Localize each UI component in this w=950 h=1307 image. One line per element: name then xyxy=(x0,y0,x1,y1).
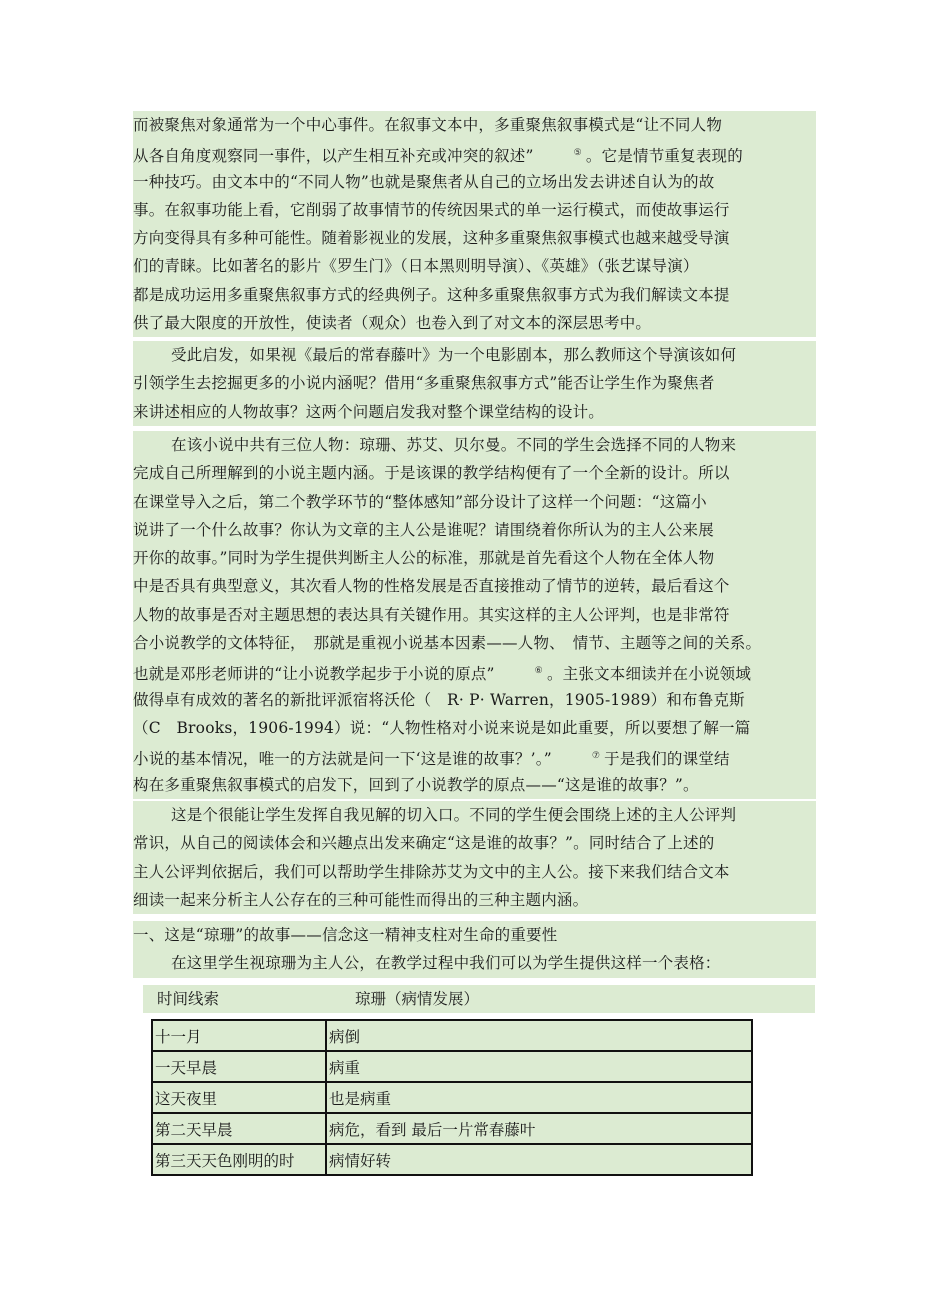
text-line: 事。在叙事功能上看，它削弱了故事情节的传统因果式的单一运行模式，而使故事运行 xyxy=(133,200,730,219)
table-cell-condition: 病重 xyxy=(326,1051,752,1082)
text-line: 都是成功运用多重聚焦叙事方式的经典例子。这种多重聚焦叙事方式为我们解读文本提 xyxy=(133,285,730,304)
text-line: 方向变得具有多种可能性。随着影视业的发展，这种多重聚焦叙事模式也越来越受导演 xyxy=(133,229,730,248)
text-line: （C Brooks，1906-1994）说：“人物性格对小说来说是如此重要，所以要想了解一篇 xyxy=(133,718,751,737)
paragraph-2 xyxy=(133,341,816,426)
table-header-time: 时间线索 xyxy=(157,990,220,1008)
table-row xyxy=(152,1144,752,1175)
table-header-row xyxy=(143,985,815,1013)
text-segment: 。它是情节重复表现的 xyxy=(585,147,743,166)
table-row xyxy=(152,1113,752,1144)
table-cell-time: 第二天早晨 xyxy=(152,1113,326,1144)
table-cell-time: 一天早晨 xyxy=(152,1051,326,1082)
table-cell-condition: 病倒 xyxy=(326,1020,752,1051)
text-line: 常识，从自己的阅读体会和兴趣点出发来确定“这是谁的故事？”。同时结合了上述的 xyxy=(133,834,715,853)
table-intro: 在这里学生视琼珊为主人公，在教学过程中我们可以为学生提供这样一个表格： xyxy=(171,954,721,973)
table-row xyxy=(152,1020,752,1051)
footnote-marker[interactable]: ⑥ xyxy=(534,666,543,677)
table-cell-time: 第三天天色刚明的时 xyxy=(152,1144,326,1175)
text-line: 细读一起来分析主人公存在的三种可能性而得出的三种主题内涵。 xyxy=(133,890,589,909)
table-cell-condition: 病情好转 xyxy=(326,1144,752,1175)
text-line: 来讲述相应的人物故事？这两个问题启发我对整个课堂结构的设计。 xyxy=(133,402,605,421)
timeline-table xyxy=(151,1019,753,1176)
footnote-marker[interactable]: ⑦ xyxy=(591,751,601,762)
text-segment: 。主张文本细读并在小说领域 xyxy=(546,665,752,684)
text-line: 这是个很能让学生发挥自我见解的切入口。不同的学生便会围绕上述的主人公评判 xyxy=(171,806,737,824)
table-header-condition: 琼珊（病情发展） xyxy=(355,990,480,1008)
text-segment: 于是我们的课堂结 xyxy=(604,750,730,769)
table-cell-condition: 病危，看到 最后一片常春藤叶 xyxy=(326,1113,752,1144)
text-line: 供了最大限度的开放性，使读者（观众）也卷入到了对文本的深层思考中。 xyxy=(133,314,652,333)
text-line: 而被聚焦对象通常为一个中心事件。在叙事文本中，多重聚焦叙事模式是“让不同人物 xyxy=(133,116,723,134)
text-line: 主人公评判依据后，我们可以帮助学生排除苏艾为文中的主人公。接下来我们结合文本 xyxy=(133,862,730,881)
text-line: 引领学生去挖掘更多的小说内涵呢？借用“多重聚焦叙事方式”能否让学生作为聚焦者 xyxy=(133,374,715,393)
text-segment: 从各自角度观察同一事件，以产生相互补充或冲突的叙述” xyxy=(133,147,534,166)
text-segment: 小说的基本情况，唯一的方法就是问一下‘这是谁的故事？’。” xyxy=(133,750,552,769)
text-line: 人物的故事是否对主题思想的表达具有关键作用。其实这样的主人公评判，也是非常符 xyxy=(133,605,730,624)
table-cell-time: 这天夜里 xyxy=(152,1082,326,1113)
text-line: 在该小说中共有三位人物：琼珊、苏艾、贝尔曼。不同的学生会选择不同的人物来 xyxy=(171,436,737,454)
section-heading: 一、这是“琼珊”的故事——信念这一精神支柱对生命的重要性 xyxy=(133,926,558,944)
text-line xyxy=(133,657,816,685)
table-cell-condition: 也是病重 xyxy=(326,1082,752,1113)
text-line: 做得卓有成效的著名的新批评派宿将沃伦（ R· P· Warren，1905-1989）和布鲁克斯 xyxy=(133,690,745,709)
paragraph-3 xyxy=(133,431,816,799)
table-row xyxy=(152,1082,752,1113)
text-line: 在课堂导入之后，第二个教学环节的“整体感知”部分设计了这样一个问题：“这篇小 xyxy=(133,492,707,511)
text-line: 受此启发，如果视《最后的常春藤叶》为一个电影剧本，那么教师这个导演该如何 xyxy=(171,346,737,364)
text-line: 说讲了一个什么故事？你认为文章的主人公是谁呢？请围绕着你所认为的主人公来展 xyxy=(133,520,714,539)
text-line: 们的青睐。比如著名的影片《罗生门》（日本黑则明导演）、《英雄》（张艺谋导演） xyxy=(133,257,699,276)
text-line: 开你的故事。”同时为学生提供判断主人公的标准，那就是首先看这个人物在全体人物 xyxy=(133,549,715,568)
text-line: 完成自己所理解到的小说主题内涵。于是该课的教学结构便有了一个全新的设计。所以 xyxy=(133,464,730,483)
text-line xyxy=(133,742,816,770)
footnote-marker[interactable]: ⑤ xyxy=(573,148,582,159)
text-line: 一种技巧。由文本中的“不同人物”也就是聚焦者从自己的立场出发去讲述自认为的故 xyxy=(133,172,715,191)
paragraph-1 xyxy=(133,111,816,337)
section-heading-block xyxy=(133,921,816,978)
table-cell-time: 十一月 xyxy=(152,1020,326,1051)
text-line: 构在多重聚焦叙事模式的启发下，回到了小说教学的原点——“这是谁的故事？”。 xyxy=(133,775,699,794)
text-line xyxy=(133,139,816,167)
paragraph-4 xyxy=(133,801,816,914)
text-line: 合小说教学的文体特征， 那就是重视小说基本因素——人物、 情节、主题等之间的关系。 xyxy=(133,634,762,653)
table-row xyxy=(152,1051,752,1082)
text-line: 中是否具有典型意义，其次看人物的性格发展是否直接推动了情节的逆转，最后看这个 xyxy=(133,577,730,596)
text-segment: 也就是邓彤老师讲的“让小说教学起步于小说的原点” xyxy=(133,665,495,684)
